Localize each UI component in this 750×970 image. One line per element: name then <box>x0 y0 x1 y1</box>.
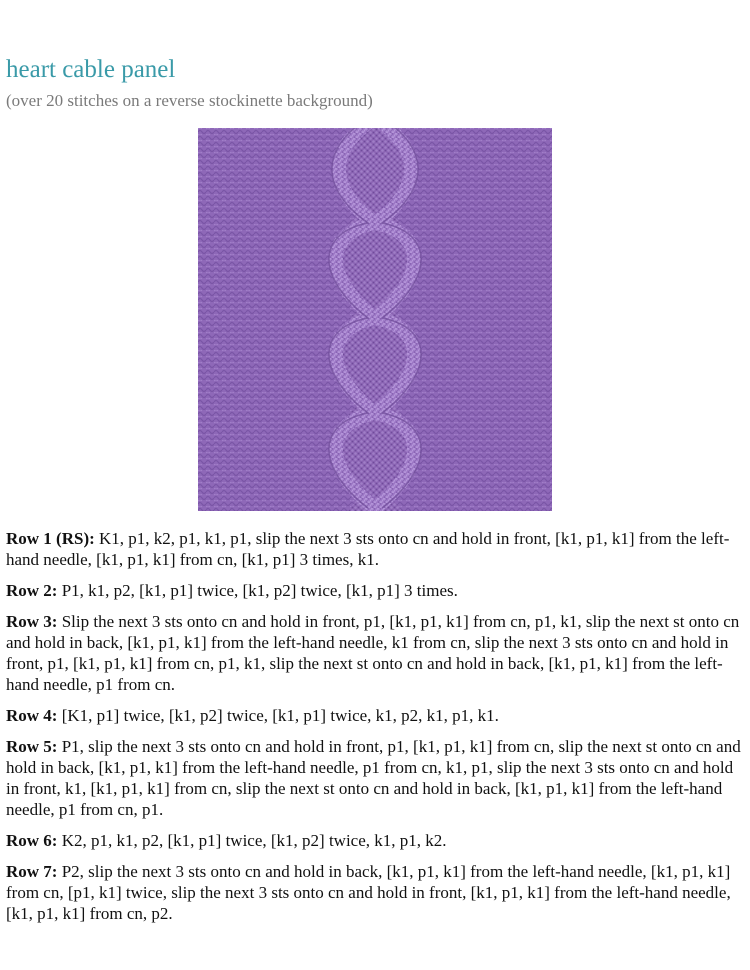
row-text: [K1, p1] twice, [k1, p2] twice, [k1, p1] twice, k1, p2, k1, p1, k1. <box>57 706 499 725</box>
row-label: Row 4: <box>6 706 58 725</box>
row-text: P1, slip the next 3 sts onto cn and hold in front, p1, [k1, p1, k1] from cn, slip the next st onto cn and hold in back, [k1, p1, k1] from the left-hand needle, p1 from cn, k1, p1, slip the next 3 sts onto cn and hold in front, k1, [k1, p1, k1] from cn, slip the next st onto cn and hold in back, [k1, p1, k1] from the left-hand needle, p1 from cn, p1. <box>6 737 741 819</box>
row-4-instruction <box>6 705 746 726</box>
row-label: Row 6: <box>6 831 58 850</box>
row-text: K1, p1, k2, p1, k1, p1, slip the next 3 sts onto cn and hold in front, [k1, p1, k1] from the left-hand needle, [k1, p1, k1] from cn, [k1, p1] 3 times, k1. <box>6 529 730 569</box>
row-7-instruction <box>6 861 746 924</box>
row-6-instruction <box>6 830 746 851</box>
row-label: Row 3: <box>6 612 58 631</box>
row-text: P1, k1, p2, [k1, p1] twice, [k1, p2] twice, [k1, p1] 3 times. <box>57 581 458 600</box>
pattern-instructions <box>6 528 746 934</box>
row-label: Row 7: <box>6 862 58 881</box>
pattern-title: heart cable panel <box>6 56 176 83</box>
row-label: Row 1 (RS): <box>6 529 95 548</box>
row-3-instruction <box>6 611 746 695</box>
row-text: Slip the next 3 sts onto cn and hold in front, p1, [k1, p1, k1] from cn, p1, k1, slip the next st onto cn and hold in back, [k1, p1, k1] from the left-hand needle, k1 from cn, slip the next 3 sts onto cn and hold in front, p1, [k1, p1, k1] from cn, p1, k1, slip the next st onto cn and hold in back, [k1, p1, k1] from the left-hand needle, p1 from cn. <box>6 612 740 694</box>
row-label: Row 2: <box>6 581 58 600</box>
heart-cable-swatch-illustration <box>198 128 552 511</box>
row-1-instruction <box>6 528 746 570</box>
row-5-instruction <box>6 736 746 820</box>
row-2-instruction <box>6 580 746 601</box>
row-text: K2, p1, k1, p2, [k1, p1] twice, [k1, p2] twice, k1, p1, k2. <box>57 831 447 850</box>
pattern-subtitle: (over 20 stitches on a reverse stockinette background) <box>6 91 373 110</box>
row-text: P2, slip the next 3 sts onto cn and hold in back, [k1, p1, k1] from the left-hand needle, [k1, p1, k1] from cn, [p1, k1] twice, slip the next 3 sts onto cn and hold in front, [k1, p1, k1] from the left-hand needle, [k1, p1, k1] from cn, p2. <box>6 862 731 923</box>
row-label: Row 5: <box>6 737 58 756</box>
swatch-photo <box>198 128 552 511</box>
